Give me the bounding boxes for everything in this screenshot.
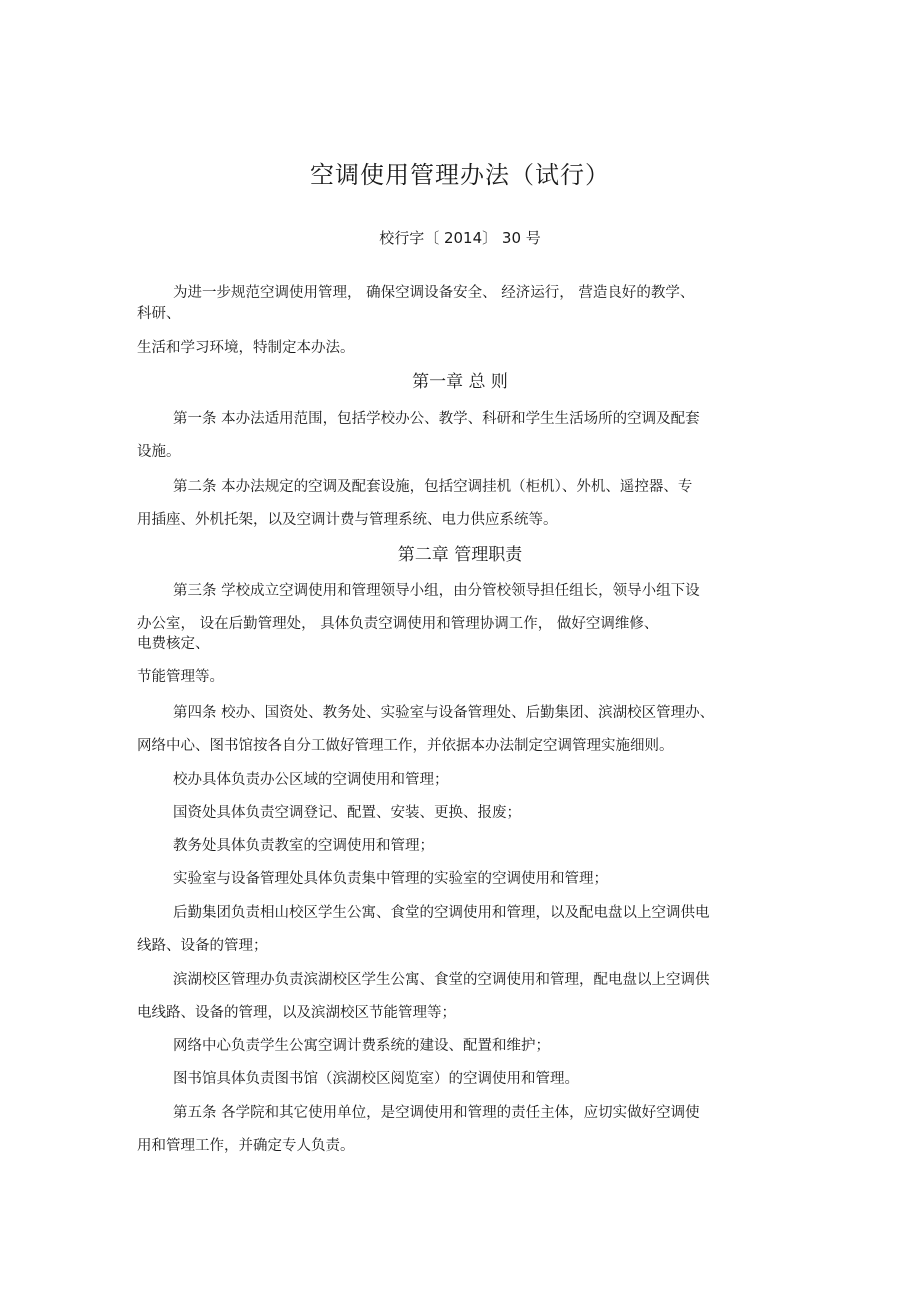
intro-line-1: 为进一步规范空调使用管理， 确保空调设备安全、 经济运行， 营造良好的教学、 [173,285,695,301]
duty-binhu-line-2: 电线路、设备的管理，以及滨湖校区节能管理等； [137,1005,456,1021]
article-2-line-2: 用插座、外机托架，以及空调计费与管理系统、电力供应系统等。 [137,512,558,528]
article-1-line-2: 设施。 [137,444,181,460]
duty-binhu-line-1: 滨湖校区管理办负责滨湖校区学生公寓、食堂的空调使用和管理，配电盘以上空调供 [173,972,710,988]
duty-logistics-line-1: 后勤集团负责相山校区学生公寓、食堂的空调使用和管理，以及配电盘以上空调供电 [173,905,710,921]
article-3-line-4: 节能管理等。 [137,669,224,685]
duty-academic-affairs: 教务处具体负责教室的空调使用和管理； [173,838,434,854]
duty-network-center: 网络中心负责学生公寓空调计费系统的建设、配置和维护； [173,1038,550,1054]
document-title: 空调使用管理办法（试行） [310,161,610,189]
article-5-line-2: 用和管理工作，并确定专人负责。 [137,1138,355,1154]
duty-library: 图书馆具体负责图书馆（滨湖校区阅览室）的空调使用和管理。 [173,1071,579,1087]
article-4-line-2: 网络中心、图书馆按各自分工做好管理工作，并依据本办法制定空调管理实施细则。 [137,738,674,754]
chapter-2-heading: 第二章 管理职责 [397,545,523,565]
article-3-line-3: 电费核定、 [137,636,210,652]
article-3-line-1: 第三条 学校成立空调使用和管理领导小组，由分管校领导担任组长，领导小组下设 [173,583,700,599]
duty-logistics-line-2: 线路、设备的管理； [137,938,268,954]
article-4-line-1: 第四条 校办、国资处、教务处、实验室与设备管理处、后勤集团、滨湖校区管理办、 [173,705,715,721]
duty-office: 校办具体负责办公区域的空调使用和管理； [173,772,449,788]
duty-state-assets: 国资处具体负责空调登记、配置、安装、更换、报废； [173,805,521,821]
article-3-line-2: 办公室， 设在后勤管理处， 具体负责空调使用和管理协调工作， 做好空调维修、 [137,616,659,632]
article-1-line-1: 第一条 本办法适用范围，包括学校办公、教学、科研和学生生活场所的空调及配套 [173,411,700,427]
chapter-1-heading: 第一章 总 则 [412,372,508,392]
document-number: 校行字〔 2014〕 30 号 [379,229,541,247]
intro-line-2: 科研、 [137,306,181,322]
intro-line-3: 生活和学习环境，特制定本办法。 [137,340,355,356]
duty-laboratory: 实验室与设备管理处具体负责集中管理的实验室的空调使用和管理； [173,871,608,887]
article-5-line-1: 第五条 各学院和其它使用单位，是空调使用和管理的责任主体，应切实做好空调使 [173,1105,700,1121]
article-2-line-1: 第二条 本办法规定的空调及配套设施，包括空调挂机（柜机）、外机、遥控器、专 [173,479,693,495]
